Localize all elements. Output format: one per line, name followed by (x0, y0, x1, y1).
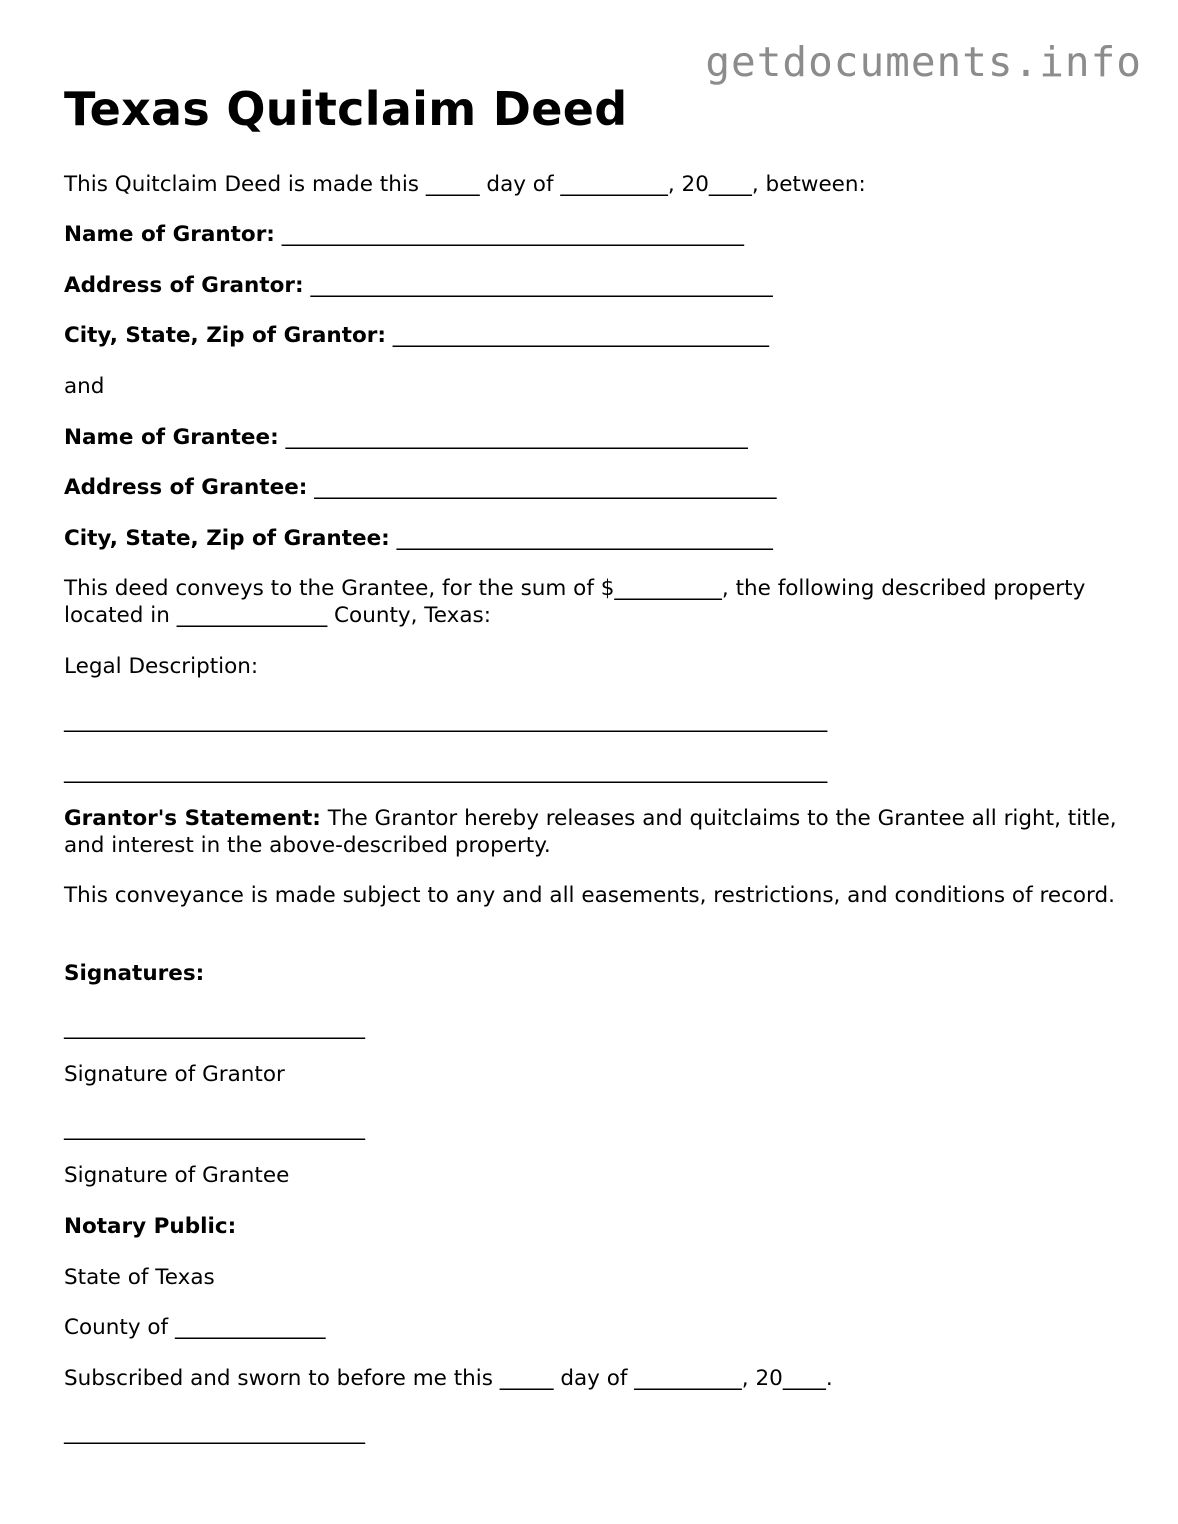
grantee-name-blank[interactable]: ___________________________________________ (278, 425, 748, 450)
sworn-line[interactable]: Subscribed and sworn to before me this _____ day of __________, 20____. (64, 1366, 833, 1391)
grantor-city-field[interactable] (64, 322, 769, 349)
grantee-address-blank[interactable]: ___________________________________________ (307, 475, 777, 500)
grantor-signature-label: Signature of Grantor (64, 1062, 285, 1087)
intro-line: This Quitclaim Deed is made this _____ day of __________, 20____, between: (64, 172, 866, 197)
grantee-signature-line[interactable]: ____________________________ (64, 1116, 365, 1141)
grantor-address-label: Address of Grantor: (64, 273, 304, 298)
grantee-city-label: City, State, Zip of Grantee: (64, 526, 390, 551)
notary-heading: Notary Public: (64, 1214, 237, 1239)
grantor-name-field[interactable] (64, 221, 744, 248)
grantor-signature-line[interactable]: ____________________________ (64, 1015, 365, 1040)
grantor-address-field[interactable] (64, 272, 773, 299)
watermark: getdocuments.info (705, 38, 1142, 86)
legal-description-line-2[interactable]: _______________________________________________________________________ (64, 759, 828, 784)
grantor-name-label: Name of Grantor: (64, 222, 275, 247)
grantor-address-blank[interactable]: ___________________________________________ (303, 273, 773, 298)
grantor-city-blank[interactable]: ___________________________________ (385, 323, 770, 348)
grantee-address-field[interactable] (64, 474, 777, 501)
grantee-city-field[interactable] (64, 525, 773, 552)
state-line: State of Texas (64, 1265, 215, 1290)
grantor-name-blank[interactable]: ___________________________________________ (274, 222, 744, 247)
notary-signature-line[interactable]: ____________________________ (64, 1420, 365, 1445)
grantee-name-field[interactable] (64, 424, 748, 451)
document-title: Texas Quitclaim Deed (64, 82, 628, 136)
subject-to-paragraph: This conveyance is made subject to any and all easements, restrictions, and conditions of record. (64, 883, 1115, 908)
legal-description-label: Legal Description: (64, 654, 259, 679)
grantee-name-label: Name of Grantee: (64, 425, 279, 450)
grantor-statement-text: The Grantor hereby releases and quitclaims to the Grantee all right, title, and interest in the above-described property. (64, 806, 1117, 858)
grantor-statement-paragraph (64, 805, 1124, 859)
grantee-signature-label: Signature of Grantee (64, 1163, 290, 1188)
county-line[interactable]: County of ______________ (64, 1315, 326, 1340)
grantor-city-label: City, State, Zip of Grantor: (64, 323, 386, 348)
signatures-heading: Signatures: (64, 961, 205, 986)
legal-description-line-1[interactable]: _______________________________________________________________________ (64, 708, 828, 733)
grantee-address-label: Address of Grantee: (64, 475, 308, 500)
grantor-statement-label: Grantor's Statement: (64, 806, 321, 831)
grantee-city-blank[interactable]: ___________________________________ (389, 526, 773, 551)
conveys-paragraph: This deed conveys to the Grantee, for the sum of $__________, the following described property located in ______________ County, Texas: (64, 576, 1086, 628)
and-text: and (64, 374, 105, 399)
